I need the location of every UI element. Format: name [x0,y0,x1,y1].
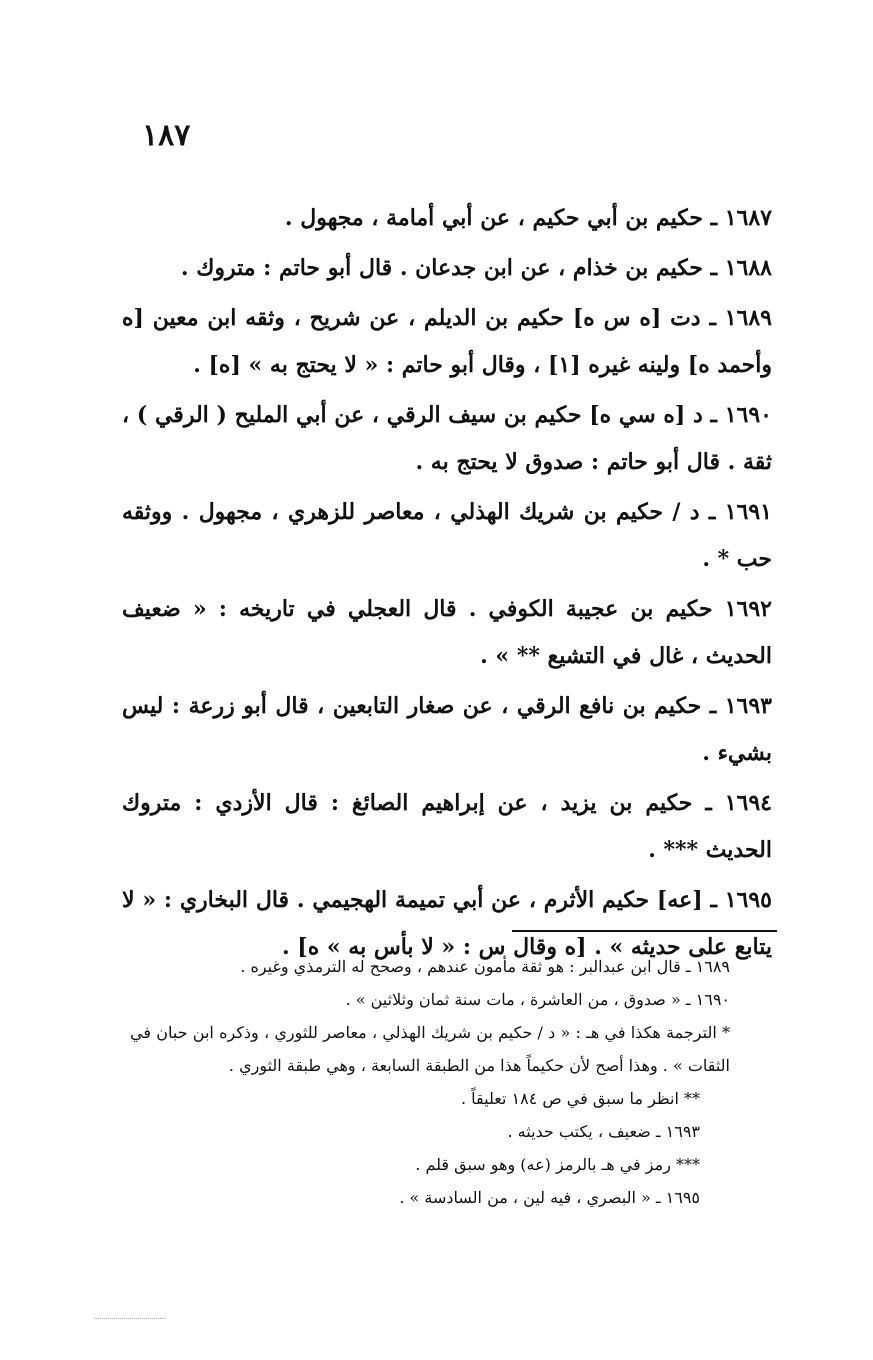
entry-1689: ١٦٨٩ ـ دت [ه س ه] حكيم بن الديلم ، عن شريح ، وثقه ابن معين [ه وأحمد ه] ولينه غيره [١] ، وقال أبو حاتم : « لا يحتج به » [ه] . [122,305,772,378]
entry-1687: ١٦٨٧ ـ حكيم بن أبي حكيم ، عن أبي أمامة ، مجهول . [284,205,772,231]
footnote-star-3: *** رمز في هـ بالرمز (عه) وهو سبق قلم . [415,1155,700,1174]
footnote-1695: ١٦٩٥ ـ « البصري ، فيه لين ، من السادسة » . [399,1188,700,1207]
page-number: ١٨٧ [142,118,191,153]
footnotes [130,950,730,1214]
entry-1693: ١٦٩٣ ـ حكيم بن نافع الرقي ، عن صغار التابعين ، قال أبو زرعة : ليس بشيء . [122,693,772,766]
footnote-divider [512,930,777,932]
entry-1690: ١٦٩٠ ـ د [ه سي ه] حكيم بن سيف الرقي ، عن أبي المليح ( الرقي ) ، ثقة . قال أبو حاتم : صدوق لا يحتج به . [122,402,772,475]
footnote-star-1: * الترجمة هكذا في هـ : « د / حكيم بن شريك الهذلي ، معاصر للثوري ، وذكره ابن حبان في الثقات » . وهذا أصح لأن حكيماً هذا من الطبقة السابعة ، وهي طبقة الثوري . [130,1023,730,1075]
footnote-star-2: ** انظر ما سبق في ص ١٨٤ تعليقاً . [460,1089,700,1108]
scan-mark [95,1318,165,1319]
entry-1692: ١٦٩٢ حكيم بن عجيبة الكوفي . قال العجلي في تاريخه : « ضعيف الحديث ، غال في التشيع ** » . [122,596,772,669]
footnote-1689: ١٦٨٩ ـ قال ابن عبدالبر : هو ثقة مأمون عندهم ، وصحح له الترمذي وغيره . [240,957,730,976]
entry-1691: ١٦٩١ ـ د / حكيم بن شريك الهذلي ، معاصر للزهري ، مجهول . ووثقه حب * . [122,499,772,572]
main-text [122,195,772,974]
entry-1695: ١٦٩٥ ـ [عه] حكيم الأثرم ، عن أبي تميمة الهجيمي . قال البخاري : « لا يتابع على حديثه » . [ه وقال س : « لا بأس به » ه] . [122,887,772,960]
entry-1694: ١٦٩٤ ـ حكيم بن يزيد ، عن إبراهيم الصائغ : قال الأزدي : متروك الحديث *** . [122,790,772,863]
footnote-1690: ١٦٩٠ ـ « صدوق ، من العاشرة ، مات سنة ثمان وثلاثين » . [345,990,730,1009]
entry-1688: ١٦٨٨ ـ حكيم بن خذام ، عن ابن جدعان . قال أبو حاتم : متروك . [180,255,772,281]
footnote-1693: ١٦٩٣ ـ ضعيف ، يكتب حديثه . [507,1122,700,1141]
